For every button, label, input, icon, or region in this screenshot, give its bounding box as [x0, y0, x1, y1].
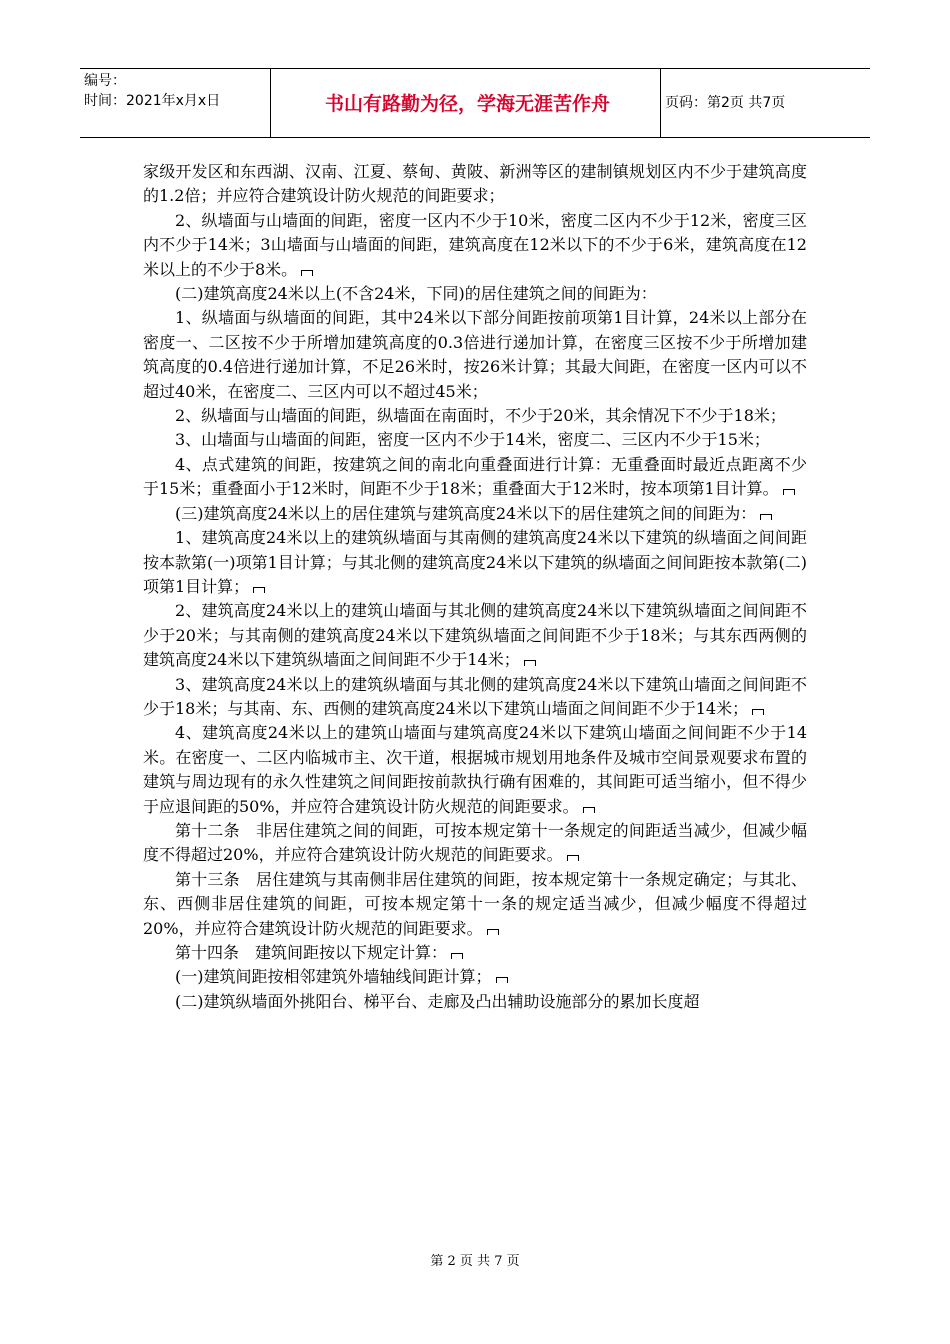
- header-meta: [84, 71, 220, 111]
- paragraph-text: (一)建筑间距按相邻建筑外墙轴线间距计算；: [175, 967, 492, 987]
- paragraph: [143, 721, 807, 819]
- paragraph: [143, 428, 807, 452]
- paragraph-mark-icon: [451, 953, 463, 959]
- paragraph-mark-icon: [583, 807, 595, 813]
- header-motto: 书山有路勤为径，学海无涯苦作舟: [324, 93, 610, 115]
- paragraph-mark-icon: [496, 977, 508, 983]
- paragraph-mark-icon: [783, 489, 795, 495]
- paragraph-text: 3、建筑高度24米以上的建筑纵墙面与其北侧的建筑高度24米以下建筑山墙面之间间距不少于18米；与其南、东、西侧的建筑高度24米以下建筑山墙面之间间距不少于14米；: [143, 674, 807, 718]
- paragraph-mark-icon: [752, 709, 764, 715]
- paragraph-text: 家级开发区和东西湖、汉南、江夏、蔡甸、黄陂、新洲等区的建制镇规划区内不少于建筑高度的1.2倍；并应符合建筑设计防火规范的间距要求；: [143, 162, 807, 206]
- paragraph: [143, 965, 807, 989]
- page-footer: 第 2 页 共 7 页: [430, 1254, 520, 1269]
- paragraph-text: (二)建筑高度24米以上(不含24米，下同)的居住建筑之间的间距为：: [175, 284, 657, 304]
- paragraph-mark-icon: [567, 855, 579, 861]
- header-divider: [270, 69, 271, 137]
- paragraph: [143, 526, 807, 599]
- paragraph: [143, 160, 807, 209]
- paragraph: [143, 209, 807, 282]
- paragraph: [143, 306, 807, 404]
- paragraph-text: 2、纵墙面与山墙面的间距，密度一区内不少于10米，密度二区内不少于12米，密度三区内不少于14米；3山墙面与山墙面的间距，建筑高度在12米以下的不少于6米，建筑高度在12米以上的不少于8米。: [143, 210, 807, 279]
- paragraph-text: (二)建筑纵墙面外挑阳台、梯平台、走廊及凸出辅助设施部分的累加长度超: [175, 991, 700, 1011]
- document-body: [143, 160, 807, 1014]
- paragraph-text: 第十四条 建筑间距按以下规定计算：: [175, 943, 448, 962]
- header-number-label: 编号：: [84, 73, 126, 89]
- header-time-label: 时间：2021年x月x日: [84, 93, 221, 109]
- paragraph: [143, 819, 807, 868]
- paragraph-mark-icon: [760, 514, 772, 520]
- paragraph-text: 第十三条 居住建筑与其南侧非居住建筑的间距，按本规定第十一条规定确定；与其北、东、西侧非居住建筑的间距，可按本规定第十一条的规定适当减少，但减少幅度不得超过20%，并应符合建筑设计防火规范的间距要求。: [143, 869, 807, 938]
- paragraph-text: 第十二条 非居住建筑之间的间距，可按本规定第十一条规定的间距适当减少，但减少幅度不得超过20%，并应符合建筑设计防火规范的间距要求。: [143, 820, 807, 865]
- paragraph-text: 4、点式建筑的间距，按建筑之间的南北向重叠面进行计算：无重叠面时最近点距离不少于15米；重叠面小于12米时，间距不少于18米；重叠面大于12米时，按本项第1目计算。: [143, 454, 807, 499]
- paragraph-text: 1、建筑高度24米以上的建筑纵墙面与其南侧的建筑高度24米以下建筑的纵墙面之间间距按本款第(一)项第1目计算；与其北侧的建筑高度24米以下建筑的纵墙面之间间距按本款第(二)项第1目计算；: [143, 528, 807, 596]
- paragraph-mark-icon: [524, 660, 536, 666]
- header-page-label: 页码：第2页 共7页: [665, 95, 786, 111]
- paragraph-mark-icon: [253, 587, 265, 593]
- paragraph: [143, 453, 807, 502]
- page-header: [80, 68, 870, 138]
- paragraph-text: (三)建筑高度24米以上的居住建筑与建筑高度24米以下的居住建筑之间的间距为：: [175, 503, 757, 523]
- paragraph-text: 4、建筑高度24米以上的建筑山墙面与建筑高度24米以下建筑山墙面之间间距不少于14米。在密度一、二区内临城市主、次干道，根据城市规划用地条件及城市空间景观要求布置的建筑与周边现有的永久性建筑之间间距按前款执行确有困难的，其间距可适当缩小，但不得少于应退间距的50%，并应符合建筑设计防火规范的间距要求。: [143, 723, 807, 816]
- paragraph: [143, 502, 807, 526]
- paragraph-text: 3、山墙面与山墙面的间距，密度一区内不少于14米，密度二、三区内不少于15米；: [175, 430, 770, 450]
- paragraph: [143, 941, 807, 965]
- header-divider: [660, 69, 661, 137]
- paragraph: [143, 868, 807, 941]
- paragraph-text: 2、纵墙面与山墙面的间距，纵墙面在南面时，不少于20米，其余情况下不少于18米；: [175, 406, 786, 426]
- paragraph: [143, 282, 807, 306]
- paragraph: [143, 404, 807, 428]
- paragraph-text: 1、纵墙面与纵墙面的间距，其中24米以下部分间距按前项第1目计算，24米以上部分在密度一、二区按不少于所增加建筑高度的0.3倍进行递加计算，在密度三区按不少于所增加建筑高度的0.4倍进行递加计算，不足26米时，按26米计算；其最大间距，在密度一区内可以不超过40米，在密度二、三区内可以不超过45米；: [143, 308, 807, 401]
- paragraph: [143, 990, 807, 1014]
- paragraph-mark-icon: [301, 270, 313, 276]
- paragraph: [143, 599, 807, 672]
- paragraph: [143, 673, 807, 722]
- paragraph-mark-icon: [487, 929, 499, 935]
- paragraph-text: 2、建筑高度24米以上的建筑山墙面与其北侧的建筑高度24米以下建筑纵墙面之间间距不少于20米；与其南侧的建筑高度24米以下建筑纵墙面之间间距不少于18米；与其东西两侧的建筑高度24米以下建筑纵墙面之间间距不少于14米；: [143, 601, 807, 670]
